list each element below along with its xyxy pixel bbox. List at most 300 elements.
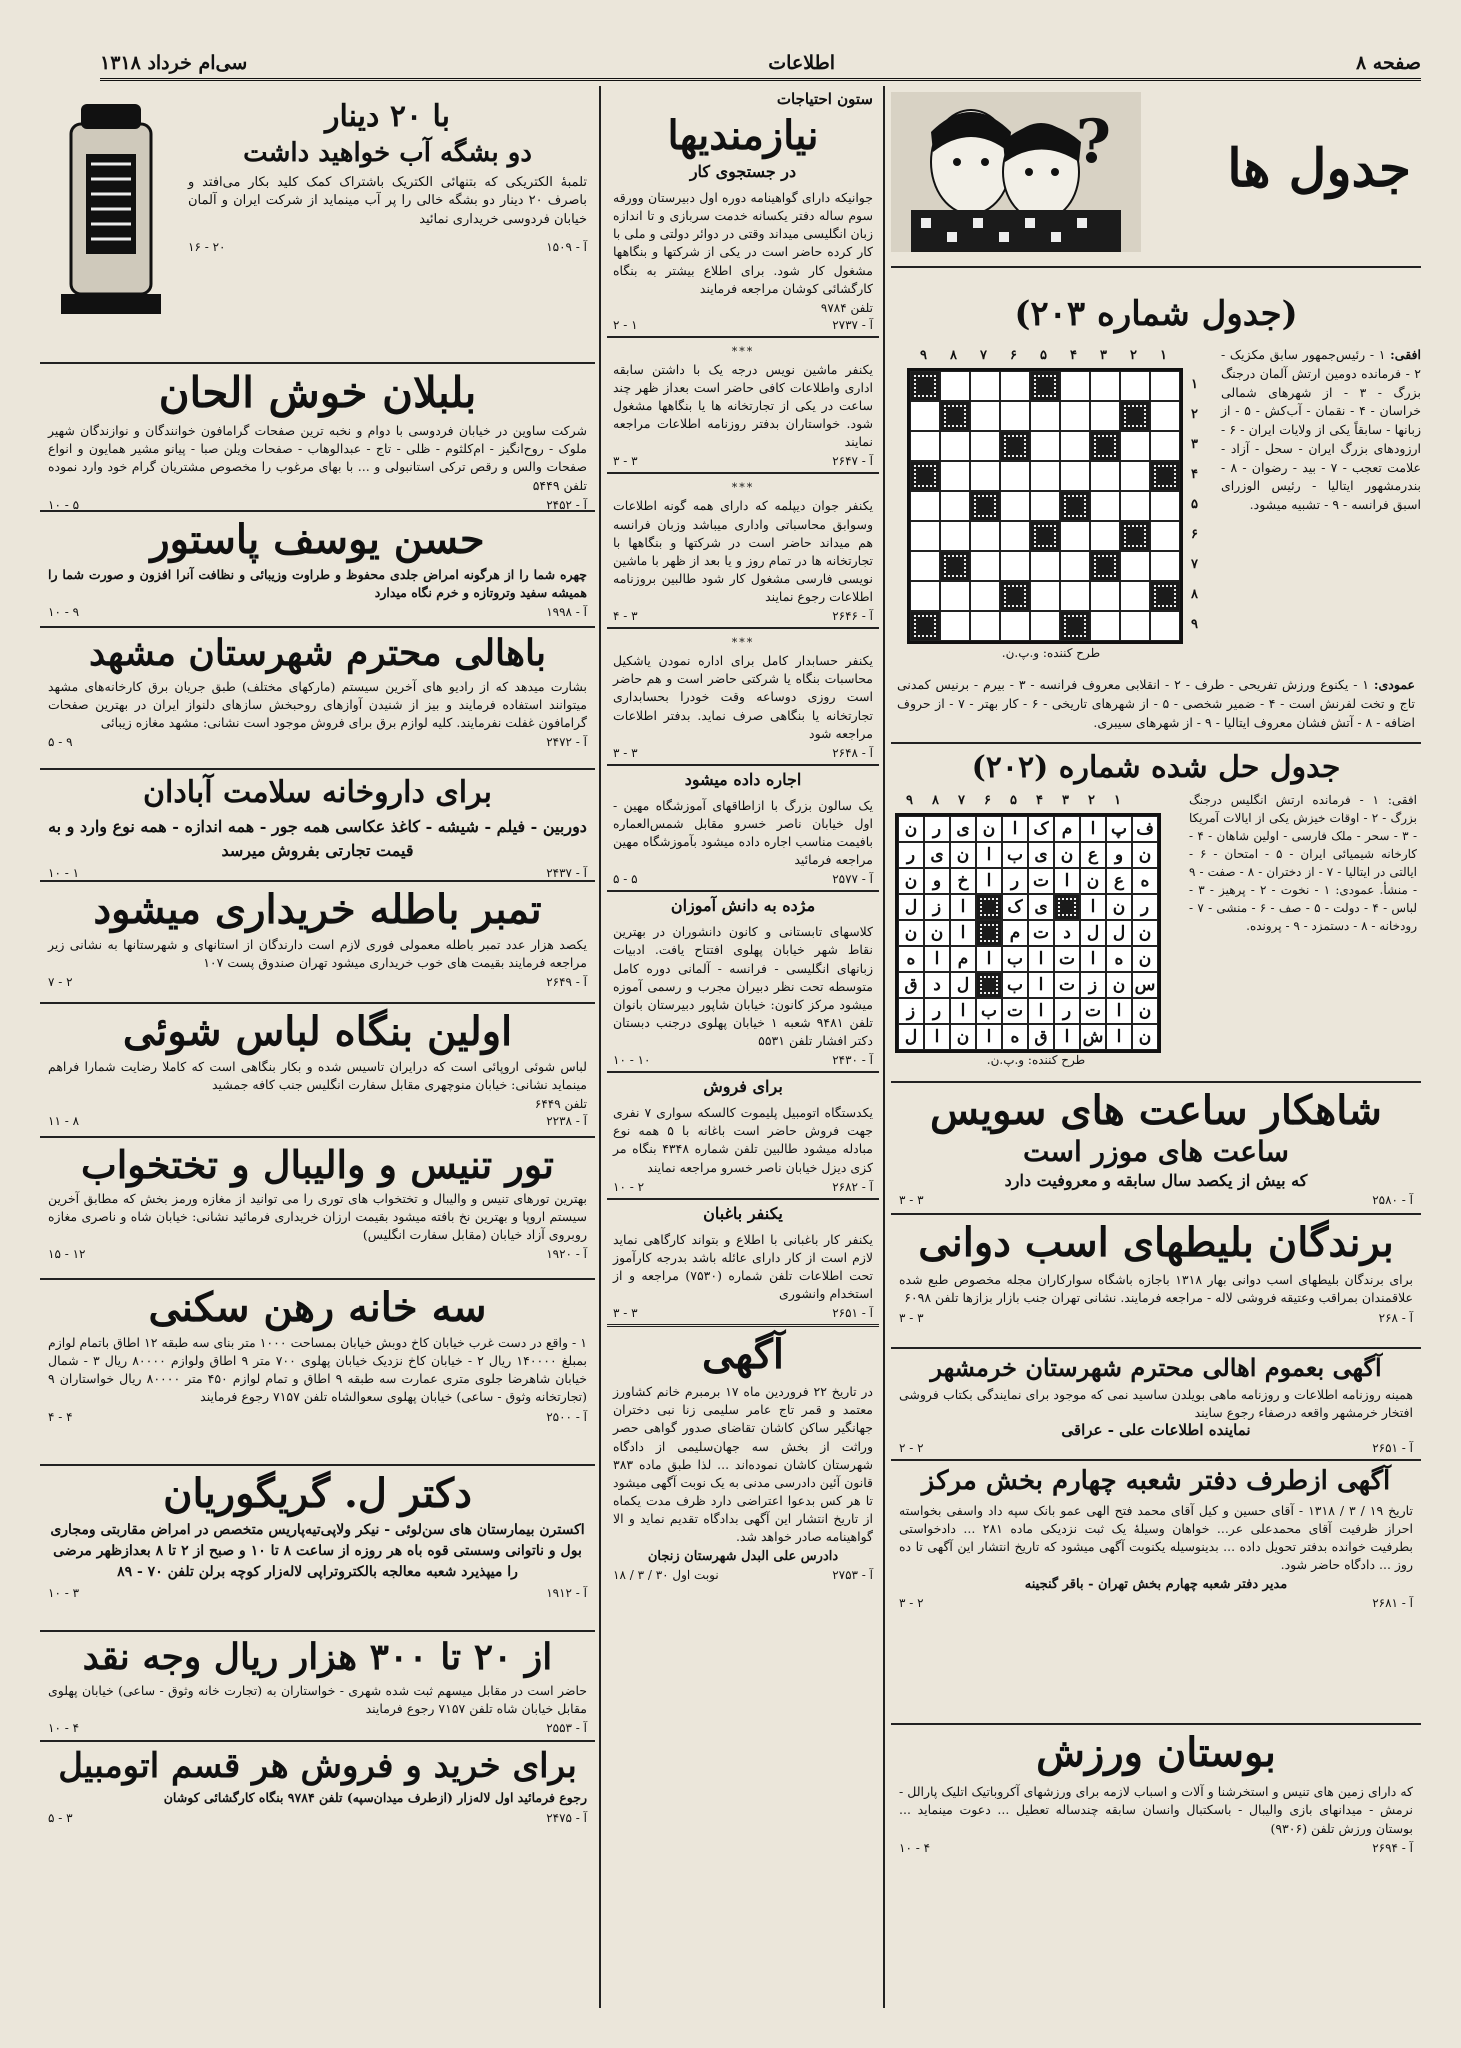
solution-letter: ل	[1106, 920, 1132, 946]
ad-code: آ - ۲۷۳۷	[832, 317, 873, 332]
ad-ref: ۲ - ۳	[899, 1595, 924, 1610]
grid-cell[interactable]	[1090, 461, 1120, 491]
column-number: ۶	[1010, 348, 1017, 363]
solution-letter: ن	[898, 920, 924, 946]
grid-cell[interactable]	[1090, 401, 1120, 431]
solution-letter: ا	[1080, 816, 1106, 842]
ad-ref: ۳ - ۳	[613, 1306, 638, 1321]
grid-cell[interactable]	[970, 371, 1000, 401]
grid-cell[interactable]	[940, 461, 970, 491]
ad-car-dealer	[40, 1742, 595, 1852]
grid-cell[interactable]	[970, 581, 1000, 611]
solution-letter: ه	[1106, 946, 1132, 972]
solution-letter: و	[1106, 842, 1132, 868]
classified-body: یکنفر ماشین نویس درجه یک با داشتن سابقه اداری واطلاعات کافی حاضر است بعداز ظهر چند ساعت در یکی از تجارتخانه ها یا بنگاهها مشغول شود. خواستاران بدفتر روزنامه اطلاعات مراجعه نمایند	[613, 361, 873, 450]
ad-electric-pump	[40, 88, 595, 364]
grid-cell[interactable]	[940, 611, 970, 641]
ad-ref: ۲ - ۱۰	[613, 1179, 645, 1194]
row-number: ۸	[1191, 587, 1198, 602]
section-students: مژده به دانش آموزان	[670, 896, 816, 916]
pharmacy-headline: برای داروخانه سلامت آبادان	[143, 775, 492, 810]
down-label: عمودی:	[1373, 677, 1415, 692]
solution-letter: ن	[1080, 868, 1106, 894]
pump-illustration	[46, 94, 176, 324]
grid-cell[interactable]	[1000, 611, 1030, 641]
issue-date: سی‌ام خرداد ۱۳۱۸	[100, 52, 248, 74]
grid-black-square	[910, 611, 940, 641]
ad-code: آ - ۲۶۸	[1378, 1310, 1413, 1325]
watch-sub: ساعت های موزر است	[1023, 1135, 1289, 1169]
solution-letter: ا	[950, 920, 976, 946]
classified-body: جوانیکه دارای گواهینامه دوره اول دبیرستان وورقه سوم ساله دفتر یکسانه خدمت سربازی و تا اندازه زبان انگلیسی میداند وقتی در دوائر دولتی و ملی با کار کرده حاضر است در یکی از شرکتها و بنگاهها مشغول کار شود. برای اطلاع بیشتر به بنگاه کارگشائی کوشان مراجعه فرمایند	[613, 190, 873, 296]
grid-black-square	[910, 371, 940, 401]
gramophone-body: شرکت ساوین در خیابان فردوسی با دوام و نخبه ترین صفحات گرامافون خوانندگان و نوازندگان شهیر ملوک - روح‌انگیز - ام‌کلثوم - ظلی - تاج - عبدالوهاب - صفحات ویلن صبا - پیانو مشیر همایون و انواع صفحات والس و رقص ترکی استانبولی و ... با بهای مرغوب را مخصوص مشتریان گرام خود وارد نموده تلفن ۵۴۴۹	[48, 423, 587, 493]
solution-letter: پ	[1106, 816, 1132, 842]
solution-letter: ب	[1002, 946, 1028, 972]
houses-headline: سه خانه رهن سکنی	[148, 1284, 487, 1331]
grid-black-square	[1060, 611, 1090, 641]
solution-letter: ز	[924, 894, 950, 920]
solution-letter: ی	[1028, 894, 1054, 920]
solution-letter: ل	[898, 894, 924, 920]
page-number: صفحه ۸	[1355, 52, 1421, 74]
grid-black-square	[1150, 581, 1180, 611]
tennis-headline: تور تنیس و والیبال و تختخواب	[80, 1142, 555, 1187]
grid-cell[interactable]	[940, 371, 970, 401]
ad-horse-lottery	[891, 1215, 1421, 1349]
solution-letter: ا	[950, 894, 976, 920]
crossword-202-solution	[891, 791, 1421, 1083]
grid-cell[interactable]	[1090, 581, 1120, 611]
grid-cell[interactable]	[910, 581, 940, 611]
solution-letter: ق	[898, 972, 924, 998]
grid-cell[interactable]	[1120, 461, 1150, 491]
row-number: ۲	[1191, 407, 1198, 422]
solution-letter: ن	[924, 920, 950, 946]
solution-letter: ه	[1002, 1024, 1028, 1050]
down-clues: ۱ - یکنوع ورزش تفریحی - طرف - ۲ - انقلابی معروف فرانسه - ۳ - بیرم - برنیس کمدنی تاج و تخت لفرنش است - ۴ - ضمیر شخصی - ۵ - از شهرهای تاریخی - ۶ - کار بهتر - ۷ - از حروف اضافه - ۸ - آتش فشان معروف ایتالیا - ۹ - از شهرهای سیبری.	[897, 677, 1416, 730]
row-number: ۴	[1191, 467, 1198, 482]
solution-letter: ه	[898, 946, 924, 972]
ad-ref: ۳ - ۳	[613, 454, 638, 469]
solution-letter: و	[924, 868, 950, 894]
grid-black-square	[1120, 401, 1150, 431]
grid-cell[interactable]	[1030, 431, 1060, 461]
ad-ref: ۱۰ - ۱۰	[613, 1053, 651, 1068]
solution-column-number: ۲	[1088, 793, 1095, 809]
solution-letter: ن	[1132, 1024, 1158, 1050]
ad-ref: ۳ - ۱۰	[48, 1586, 80, 1600]
section-job-seeking: در جستجوی کار	[689, 162, 797, 181]
grid-cell[interactable]	[1120, 581, 1150, 611]
grid-cell[interactable]	[910, 491, 940, 521]
ad-code: آ - ۲۶۸۱	[1372, 1595, 1413, 1610]
cash-body: حاضر است در مقابل میسهم ثبت شده شهری - خواستاران به (تجارت خانه وثوق - ساعی) خیابان پهلوی مقابل خیابان شاه تلفن ۷۱۵۷ رجوع فرمایند	[48, 1682, 587, 1716]
ad-mashhad-radio	[40, 628, 595, 770]
grid-cell[interactable]	[1030, 581, 1060, 611]
ad-code: آ - ۲۴۳۷	[546, 866, 587, 880]
watch-body: که بیش از یکصد سال سابقه و معروفیت دارد	[1004, 1171, 1308, 1191]
solution-letter: ا	[950, 998, 976, 1024]
solution-letter: ا	[1028, 998, 1054, 1024]
grid-cell[interactable]	[1120, 431, 1150, 461]
grid-black-square	[1030, 371, 1060, 401]
ad-ref: ۹ - ۵	[48, 734, 73, 749]
designer-credit: طرح کننده: و.پ.ن.	[1001, 646, 1101, 660]
solution-letter: ب	[976, 998, 1002, 1024]
column-number: ۱	[1160, 348, 1167, 363]
ad-ref: نوبت اول ۳۰ / ۳ / ۱۸	[613, 1567, 719, 1582]
grid-cell[interactable]	[1150, 431, 1180, 461]
section-for-sale: برای فروش	[703, 1077, 783, 1097]
ad-code: آ - ۲۴۵۲	[546, 497, 587, 512]
phone: تلفن ۹۷۸۴	[820, 300, 873, 315]
khorramshahr-headline: آگهی بعموم اهالی محترم شهرستان خرمشهر	[930, 1353, 1382, 1383]
grid-cell[interactable]	[1000, 401, 1030, 431]
ad-ref: ۳ - ۴	[613, 609, 638, 624]
classified-ad: *** یکنفر جوان دیپلمه که دارای همه گونه اطلاعات وسوابق محاسباتی واداری میباشد وزبان فرانسه هم میداند حاضر است در شرکتها و بنگاهها با تجارتخانه ها در تمام روز و یا بعد از ظهر با ماشین نویسی فارسی مشغول کار شود طالبین بروزنامه اطلاعات رجوع نمایند آ - ۲۶۴۶ ۳ - ۴	[607, 474, 879, 629]
solution-letter: ع	[1106, 868, 1132, 894]
solution-letter: ن	[1132, 920, 1158, 946]
ad-tennis-nets	[40, 1138, 595, 1280]
solution-column-number: ۶	[984, 793, 991, 809]
across-clues: ۱ - رئیس‌جمهور سابق مکزیک - ۲ - فرمانده دومین ارتش آلمان درجنگ بزرگ - ۳ - از شهرهای شمالی خراسان - ۴ - نقمان - آب‌کش - ۵ - از زبانها - سابقاً یکی از ولایات ایران - ۶ - ارزودهای بزرگ ایران - سحل - آزاد - علامت تعجب - ۷ - بید - رضوان - ۸ - بندرمشهور ایتالیا - رئیس الوزرای اسبق فرانسه - ۹ - تشبیه میشود.	[1221, 347, 1421, 512]
grid-cell[interactable]	[1060, 401, 1090, 431]
ad-gramophone	[40, 364, 595, 512]
grid-cell[interactable]	[940, 521, 970, 551]
grid-cell[interactable]	[1150, 551, 1180, 581]
ad-code: آ - ۲۶۴۶	[832, 609, 873, 624]
laundry-body: لباس شوئی اروپائی است که درایران تاسیس شده و بکار بنگاهی است که کاملا رضایت شمارا فراهم مینماید نشانی: خیابان منوچهری مقابل سفارت انگلیس جنب کافه جمشید	[48, 1059, 587, 1093]
solution-letter: ا	[924, 946, 950, 972]
grid-cell[interactable]	[970, 431, 1000, 461]
grid-cell[interactable]	[1150, 401, 1180, 431]
laundry-headline: اولین بنگاه لباس شوئی	[122, 1008, 513, 1055]
notice-body: در تاریخ ۲۲ فروردین ماه ۱۷ برمبرم خانم کشاورز معتمد و قمر تاج عامر سلیمی زنا نبی دختران جهانگیر ساکن کاشان تقاضای صدور گواهی حصر وراثت از بخش سه جهان‌سلیمی از دادگاه شهرستان کاشان نموده‌اند ... لذا طبق ماده ۳۸۳ قانون آئین دادرسی مدنی به یک نوبت آگهی میشود تا هر کس بدعوا اعتراضی دارد ظرف مدت یکماه از تاریخ انتشار این آگهی بدادگاه تقدیم نماید و الا گواهینامه صادر خواهد شد.	[613, 1384, 874, 1545]
solution-letter: ا	[976, 842, 1002, 868]
crossword-203	[891, 346, 1421, 676]
grid-cell[interactable]	[1060, 551, 1090, 581]
grid-cell[interactable]	[1000, 461, 1030, 491]
solution-letter: ن	[976, 816, 1002, 842]
solution-letter: ن	[1132, 946, 1158, 972]
cars-headline: برای خرید و فروش هر قسم اتومبیل	[58, 1746, 577, 1786]
notice-sign: دادرس علی البدل شهرستان زنجان	[647, 1549, 839, 1565]
legal-notice	[607, 1383, 879, 1581]
ad-ref: ۲ - ۷	[48, 975, 73, 990]
ad-ref: ۴ - ۱۰	[899, 1840, 931, 1855]
grid-cell[interactable]	[1150, 491, 1180, 521]
grid-cell[interactable]	[940, 431, 970, 461]
solution-letter: ت	[1054, 972, 1080, 998]
across-label: افقی:	[1390, 347, 1421, 362]
grid-cell[interactable]	[1090, 491, 1120, 521]
crossword-header	[891, 88, 1421, 268]
ad-code: آ - ۲۴۷۵	[546, 1810, 587, 1825]
right-column	[891, 88, 1421, 2008]
ad-code: آ - ۲۴۷۲	[546, 734, 587, 749]
crossword-grid[interactable]	[907, 368, 1183, 644]
ad-code: آ - ۱۹۲۰	[546, 1247, 587, 1262]
ad-ref: ۵ - ۱۰	[48, 497, 80, 512]
grid-cell[interactable]	[1030, 461, 1060, 491]
section-gardener: یکنفر باغبان	[703, 1203, 783, 1223]
people-illustration	[891, 92, 1141, 252]
row-number: ۷	[1191, 557, 1198, 572]
grid-cell[interactable]	[1120, 611, 1150, 641]
grid-black-square	[970, 491, 1000, 521]
ad-ref: ۳ - ۳	[899, 1192, 924, 1207]
grid-black-square	[1060, 491, 1090, 521]
grid-black-square	[1090, 551, 1120, 581]
solution-letter: ن	[1106, 972, 1132, 998]
solution-letter: ق	[1028, 1024, 1054, 1050]
row-number: ۵	[1191, 497, 1198, 512]
cars-body: رجوع فرمائید اول لاله‌زار (ازطرف میدان‌سپه) تلفن ۹۷۸۴ بنگاه کارگشائی کوشان	[163, 1790, 587, 1806]
solution-letter: ل	[898, 1024, 924, 1050]
classified-ad: *** یکنفر ماشین نویس درجه یک با داشتن سابقه اداری واطلاعات کافی حاضر است بعداز ظهر چند ساعت در یکی از تجارتخانه ها یا بنگاهها مشغول شود. خواستاران بدفتر روزنامه اطلاعات مراجعه نمایند آ - ۲۶۴۷ ۳ - ۳	[607, 338, 879, 475]
phone: تلفن ۶۴۴۹	[534, 1097, 587, 1112]
ad-ref: ۳ - ۳	[613, 745, 638, 760]
grid-cell[interactable]	[910, 431, 940, 461]
gramophone-headline: بلبلان خوش الحان	[158, 368, 477, 417]
solution-letter: م	[1002, 920, 1028, 946]
solution-letter: ا	[976, 946, 1002, 972]
ad-registry-notice	[891, 1461, 1421, 1725]
ad-code: آ - ۱۵۰۹	[546, 240, 587, 255]
ad-used-stamps	[40, 882, 595, 1004]
solution-grid	[895, 813, 1161, 1053]
solution-letter: ع	[1080, 842, 1106, 868]
grid-black-square	[1090, 431, 1120, 461]
ad-ref: ۳ - ۵	[48, 1810, 73, 1825]
ad-ref: ۱ - ۲	[613, 317, 638, 332]
grid-cell[interactable]	[1120, 551, 1150, 581]
ad-code: آ - ۲۶۴۷	[832, 454, 873, 469]
pump-body: تلمبهٔ الکتریکی که بتنهائی الکتریک باشتراک کمک کلید بکار می‌افتد و باصرف ۲۰ دینار دو بشگه خالی را پر آب مینماید از شرکت ایران و آلمان خیابان فردوسی خریداری نمائید	[188, 174, 587, 228]
solution-letter: ن	[1132, 998, 1158, 1024]
solution-letter: خ	[950, 868, 976, 894]
solution-column-number: ۴	[1036, 793, 1043, 809]
grid-cell[interactable]	[970, 611, 1000, 641]
grid-black-square	[976, 972, 1002, 998]
grid-cell[interactable]	[1060, 431, 1090, 461]
ad-code: آ - ۲۶۵۱	[1372, 1441, 1413, 1456]
grid-cell[interactable]	[1150, 371, 1180, 401]
notice-title: آگهی	[702, 1331, 784, 1379]
classified-ad	[607, 1100, 879, 1200]
solution-letter: ب	[1002, 972, 1028, 998]
ad-cash-loans	[40, 1632, 595, 1742]
solution-letter: ا	[924, 1024, 950, 1050]
down-clues-block	[891, 676, 1421, 738]
classified-body: یکنفر حسابدار کامل برای اداره نمودن یاشکیل محاسبات بنگاه یا شرکتی حاضر است و هم حاضر است روزی دوساعه وقت خودرا بحسابداری تجارتخانه یا بنگاهی صرف نماید. بدفتر اطلاعات مراجعه شود	[613, 653, 873, 741]
ad-code: آ - ۲۴۳۰	[832, 1053, 873, 1068]
column-divider	[599, 86, 601, 2008]
solution-letter: ن	[950, 1024, 976, 1050]
grid-cell[interactable]	[1000, 551, 1030, 581]
solution-letter: ه	[1132, 868, 1158, 894]
grid-cell[interactable]	[1120, 491, 1150, 521]
grid-cell[interactable]	[1090, 521, 1120, 551]
ad-ref: ۱ - ۱۰	[48, 866, 80, 880]
pasteur-headline: حسن یوسف پاستور	[150, 516, 485, 563]
solution-letter: ا	[976, 868, 1002, 894]
registry-body: تاریخ ۱۹ / ۳ / ۱۳۱۸ - آقای حسین و کیل آقای محمد فتح الهی عمو بانک سپه داد واسفی بخواسته احراز ظرفیت آقای محمدعلی عر... خواهان وسیلهٔ یک ثبت نزدیکی ماده ۲۸۱ ... دادخواستی بطرفیت خوانده بدفتر تحویل داده ... بدینوسیله یکنوبت آگهی میشود که تاریخ انتشار این آگهی تا ده روز ... دادگاه حاضر شود.	[899, 1502, 1413, 1573]
ad-code: آ - ۲۶۴۹	[546, 975, 587, 990]
solution-letter: ت	[1028, 868, 1054, 894]
stamps-headline: تمبر باطله خریداری میشود	[93, 886, 542, 933]
grid-cell[interactable]	[970, 401, 1000, 431]
crossword-title: جدول ها	[1227, 138, 1411, 199]
solution-letter: ر	[1054, 998, 1080, 1024]
column-number: ۲	[1130, 348, 1137, 363]
grid-cell[interactable]	[1000, 521, 1030, 551]
solution-letter: ن	[1054, 842, 1080, 868]
grid-cell[interactable]	[940, 581, 970, 611]
classified-body: یک سالون بزرگ با ازاطاقهای آموزشگاه مهین - اول خیابان ناصر خسرو مقابل شمس‌العماره بافیمت مناسب اجاره داده میشود بآموزشگاه مهین مراجعه فرمائید	[613, 797, 873, 868]
grid-cell[interactable]	[1150, 521, 1180, 551]
grid-black-square	[940, 551, 970, 581]
solution-letter: ی	[924, 842, 950, 868]
lottery-body: برای برندگان بلیطهای اسب دوانی بهار ۱۳۱۸ باجازه باشگاه سوارکاران مجله مخصوص طبع شده علاقمندان بمراقب وعتیقه فروشی لاله - مراجعه فرمایند. نشانی تهران جنب بازار بزازها تلفن ۶۰۹۸	[899, 1272, 1413, 1306]
ad-ref: ۴ - ۴	[48, 1409, 73, 1424]
ad-code: آ - ۲۷۵۳	[832, 1567, 873, 1582]
grid-cell[interactable]	[970, 521, 1000, 551]
ad-code: آ - ۲۶۹۴	[1372, 1840, 1413, 1855]
solution-column-number: ۳	[1062, 793, 1069, 809]
grid-cell[interactable]	[1120, 371, 1150, 401]
ad-code: آ - ۲۵۷۷	[832, 872, 873, 887]
classified-ad: *** یکنفر حسابدار کامل برای اداره نمودن یاشکیل محاسبات بنگاه یا شرکتی حاضر است و هم حاضر است روزی دوساعه وقت خودرا بحسابداری تجارتخانه یا بنگاهی صرف نماید. بدفتر اطلاعات مراجعه شود آ - ۲۶۴۸ ۳ - ۳	[607, 629, 879, 766]
pump-headline-2: دو بشگه آب خواهید داشت	[243, 138, 532, 168]
grid-cell[interactable]	[1000, 371, 1030, 401]
ad-three-houses	[40, 1280, 595, 1466]
solution-letter: ل	[1080, 920, 1106, 946]
sports-body: که دارای زمین های تنیس و استخرشنا و آلات و اسباب لازمه برای ورزشهای آکروباتیک اتلیک پارالل - نرمش - میدانهای بازی والیبال - باسکتبال وانسان سابقه چندساله تعطیل ... دعوت مینماید ... بوستان ورزش تلفن (۹۳۰۶)	[899, 1784, 1413, 1836]
solution-letter: ا	[1080, 946, 1106, 972]
tennis-body: بهترین تورهای تنیس و والیبال و تختخواب های توری را می توانید از مغازه ورمز بخش که مطابق آخرین سیستم اروپا و بهترین نخ بافته میشود بقیمت ارزان خریداری فرمائید نشانی: خیابان شاه و ناصری مغازه روبروی آزاد خیابان (مقابل سفارت انگلیس)	[48, 1190, 587, 1243]
ad-pasteur-cream	[40, 512, 595, 628]
classified-ad	[607, 1227, 879, 1328]
grid-black-square	[1150, 461, 1180, 491]
solution-letter: ر	[1132, 894, 1158, 920]
grid-cell[interactable]	[910, 401, 940, 431]
ad-pharmacy	[40, 770, 595, 882]
ad-code: آ - ۲۶۴۸	[832, 745, 873, 760]
cash-headline: از ۲۰ تا ۳۰۰ هزار ریال وجه نقد	[82, 1636, 553, 1678]
solution-letter: ن	[1132, 842, 1158, 868]
watch-headline: شاهکار ساعت های سویس	[930, 1087, 1382, 1135]
pump-headline: با ۲۰ دینار	[324, 99, 450, 134]
grid-cell[interactable]	[1090, 371, 1120, 401]
grid-cell[interactable]	[970, 461, 1000, 491]
grid-cell[interactable]	[1030, 401, 1060, 431]
grid-black-square	[1054, 894, 1080, 920]
classified-ad	[607, 793, 879, 893]
registry-headline: آگهی ازطرف دفتر شعبه چهارم بخش مرکز	[921, 1466, 1391, 1497]
grid-cell[interactable]	[1030, 551, 1060, 581]
solution-letter: ن	[898, 816, 924, 842]
solution-letter: د	[1054, 920, 1080, 946]
grid-cell[interactable]	[910, 521, 940, 551]
row-number: ۹	[1191, 617, 1198, 632]
grid-cell[interactable]	[1030, 491, 1060, 521]
solution-letter: ن	[898, 868, 924, 894]
column-divider	[883, 86, 885, 2008]
solution-letter: ا	[1054, 1024, 1080, 1050]
solution-letter: ا	[1106, 1024, 1132, 1050]
solution-letter: ا	[1028, 946, 1054, 972]
left-column	[40, 88, 595, 2008]
solution-title: جدول حل شده شماره (۲۰۲)	[891, 742, 1421, 785]
grid-cell[interactable]	[1060, 521, 1090, 551]
grid-cell[interactable]	[1060, 371, 1090, 401]
section-for-rent: اجاره داده میشود	[684, 769, 802, 789]
ad-doctor	[40, 1466, 595, 1632]
solution-letter: ر	[924, 816, 950, 842]
grid-cell[interactable]	[1030, 611, 1060, 641]
mashhad-headline: باهالی محترم شهرستان مشهد	[89, 632, 546, 674]
solution-designer-credit: طرح کننده: و.پ.ن.	[986, 1053, 1086, 1068]
grid-cell[interactable]	[940, 491, 970, 521]
solution-letter: م	[1054, 816, 1080, 842]
grid-cell[interactable]	[910, 551, 940, 581]
registry-sign: مدیر دفتر شعبه چهارم بخش تهران - باقر گنجینه	[1024, 1577, 1288, 1593]
solution-letter: ت	[1002, 998, 1028, 1024]
ad-code: آ - ۲۲۳۸	[546, 1114, 587, 1129]
grid-cell[interactable]	[1060, 461, 1090, 491]
doctor-body: اکسترن بیمارستان های سن‌لوئی - نیکر ولاپی‌تیه‌پاریس متخصص در امراض مقاربتی ومجاری بول و ناتوانی وسستی قوه باه هر روزه از ساعت ۸ تا ۱۰ و صبح از ۲ تا ۸ بعدازظهر مرضی را میپذیرد شعبه معالجه بالکتروتراپی لاله‌زار کوچه برلن تلفن ۷۰ - ۸۹	[50, 1522, 585, 1580]
ad-ref: ۴ - ۱۰	[48, 1720, 80, 1735]
grid-cell[interactable]	[1090, 611, 1120, 641]
classifieds-kicker: ستون احتیاجات	[776, 90, 873, 108]
classified-body: یکنفر کار باغبانی با اطلاع و بتواند کارگاهی نماید لازم است از کار دارای عائله باشد بدرجه کارآموز تحت اطلاعات تلفن شماره (۷۵۳۰) مراجعه و از استخدام وانشوری	[613, 1231, 873, 1301]
column-number: ۷	[980, 348, 987, 363]
ad-ref: ۸ - ۱۱	[48, 1114, 80, 1129]
solution-letter: ا	[1028, 972, 1054, 998]
column-number: ۴	[1070, 348, 1077, 363]
solution-letter: س	[1132, 972, 1158, 998]
grid-cell[interactable]	[1060, 581, 1090, 611]
grid-black-square	[910, 461, 940, 491]
grid-cell[interactable]	[1150, 611, 1180, 641]
grid-black-square	[976, 920, 1002, 946]
classifieds-headline: نیازمندیها	[667, 112, 819, 159]
solution-letter: ت	[1054, 946, 1080, 972]
grid-cell[interactable]	[970, 551, 1000, 581]
ad-khorramshahr	[891, 1349, 1421, 1461]
solution-letter: ن	[950, 842, 976, 868]
solution-letter: ز	[898, 998, 924, 1024]
solution-letter: ل	[950, 972, 976, 998]
stamps-body: یکصد هزار عدد تمبر باطله معمولی فوری لازم است دارندگان از استانهای و شهرستانها به نشانی زیر مراجعه فرمایند بقیمت های خوب خریداری میشود تهران صندوق پست ۱۰۷	[48, 937, 587, 971]
solution-letter: ک	[1028, 816, 1054, 842]
solution-letter: ب	[1002, 842, 1028, 868]
solution-letter: ا	[1002, 816, 1028, 842]
puzzle-title: (جدول شماره ۲۰۳)	[1014, 294, 1298, 334]
svg-text:?: ?	[1075, 107, 1111, 177]
solution-letter: ت	[1080, 998, 1106, 1024]
pasteur-body: چهره شما را از هرگونه امراض جلدی محفوظ و طراوت وزیبائی و نظافت آنرا افزون و صورت شما را همیشه سفید وتروتازه و خرم نگاه میدارد	[48, 567, 587, 601]
solution-column-number: ۹	[906, 793, 913, 809]
masthead	[100, 48, 1421, 81]
ad-code: آ - ۲۶۵۱	[832, 1306, 873, 1321]
solution-letter: ز	[1080, 972, 1106, 998]
solution-clues: افقی: ۱ - فرمانده ارتش انگلیس درجنگ بزرگ - ۲ - اوقات خیزش یکی از ایالات آمریکا - ۳ - سحر - ملک فارسی - اولین شاهان - ۴ - کارخانه شیمیائی ایران - ۵ - امتحان - ۶ - ایالتی در ایتالیا - ۷ - از دختران - ۸ - صفت - ۹ - منشأ. عمودی: ۱ - نخوت - ۲ - پرهیز - ۳ - لباس - ۴ - دولت - ۵ - صف - ۶ - منشی - ۷ - رودخانه - ۸ - دستمزد - ۹ - پرونده.	[1189, 793, 1418, 934]
ad-moser-watches	[891, 1083, 1421, 1215]
grid-cell[interactable]	[1000, 491, 1030, 521]
